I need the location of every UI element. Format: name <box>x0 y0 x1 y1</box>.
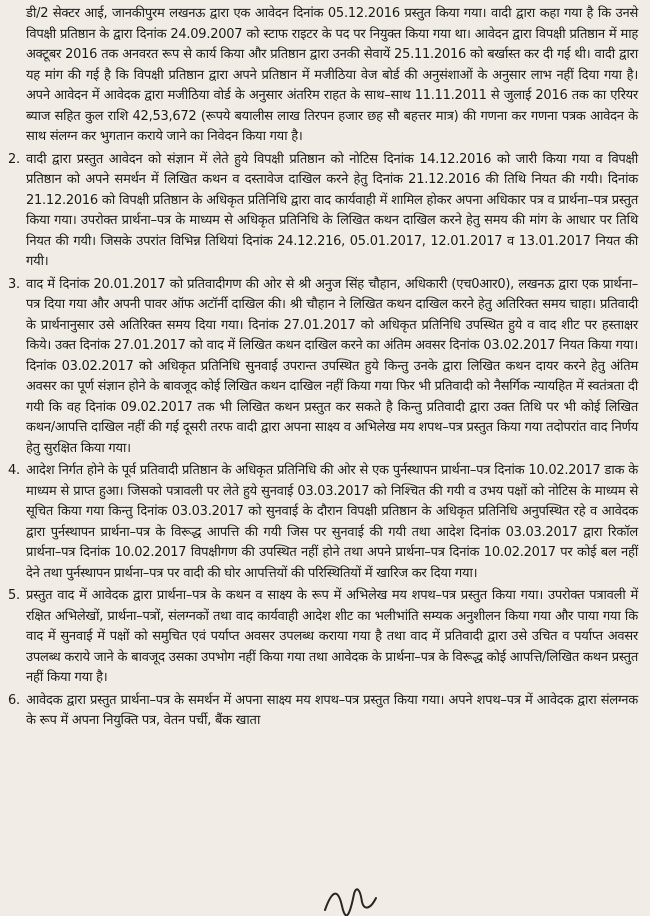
paragraph-text: वाद में दिनांक 20.01.2017 को प्रतिवादीगण की ओर से श्री अनुज सिंह चौहान, अधिकारी (एच0आर0), लखनऊ द्वारा एक प्रार्थना–पत्र दिया गया और अपनी पावर ऑफ अटॉर्नी दाखिल की। श्री चौहान ने लिखित कथन दाखिल करने हेतु अतिरिक्त समय चाहा। प्रतिवादी के प्रार्थनानुसार उसे अतिरिक्त समय दिया गया। दिनांक 27.01.2017 को अधिकृत प्रतिनिधि उपस्थित हुये व वाद शीट पर हस्ताक्षर किये। उक्त दिनांक 27.01.2017 को वाद में लिखित कथन दाखिल करने का अंतिम अवसर दिनांक 03.02.2017 नियत किया गया। दिनांक 03.02.2017 को अधिकृत प्रतिनिधि सुनवाई उपरान्त उपस्थित हुये किन्तु उनके द्वारा लिखित कथन दायर करने हेतु अंतिम अवसर का पूर्ण संज्ञान होने के बावजूद कोई लिखित कथन दाखिल नहीं किया गया फिर भी प्रतिवादी को नैसर्गिक न्यायहित में स्वतंत्रता दी गयी कि वह दिनांक 09.02.2017 तक भी लिखित कथन प्रस्तुत कर सकते है किन्तु प्रतिवादी द्वारा उक्त तिथि पर भी कोई लिखित कथन/आपत्ति दाखिल नहीं की गई दूसरी तरफ वादी द्वारा अपना साक्ष्य व अभिलेख मय शपथ–पत्र प्रस्तुत किया गया तदोपरांत वाद निर्णय हेतु सुरक्षित किया गया। <box>26 276 638 456</box>
paragraph-number: 5. <box>8 588 20 603</box>
paragraph-number: 3. <box>8 276 20 292</box>
paragraph-5 <box>8 586 638 689</box>
paragraph-6 <box>8 691 638 732</box>
paragraph-3 <box>8 275 638 460</box>
paragraph-2 <box>8 150 638 273</box>
paragraph-text: वादी द्वारा प्रस्तुत आवेदन को संज्ञान में लेते हुये विपक्षी प्रतिष्ठान को नोटिस दिनांक 14.12.2016 को जारी किया गया व विपक्षी प्रतिष्ठान को अपने समर्थन में लिखित कथन व दस्तावेज दाखिल करने हेतु दिनांक 21.12.2016 की तिथि नियत की गयी। दिनांक 21.12.2016 को विपक्षी प्रतिष्ठान के अधिकृत प्रतिनिधि द्वारा वाद कार्यवाही में शामिल होकर अपना अधिकार पत्र व प्रार्थना–पत्र प्रस्तुत किया गया। उपरोक्त प्रार्थना–पत्र के माध्यम से अधिकृत प्रतिनिधि के लिखित कथन दाखिल करने हेतु समय की मांग के आधार पर तिथि नियत की गयी। जिसके उपरांत विभिन्न तिथियां दिनांक 24.12.216, 05.01.2017, 12.01.2017 व 13.01.2017 नियत की गयी। <box>26 151 638 269</box>
paragraph-text: प्रस्तुत वाद में आवेदक द्वारा प्रार्थना–पत्र के कथन व साक्ष्य के रूप में अभिलेख मय शपथ–पत्र प्रस्तुत किया गया। उपरोक्त पत्रावली में रक्षित अभिलेखों, प्रार्थना–पत्रों, संलग्नकों तथा वाद कार्यवाही आदेश शीट का भलीभांति सम्यक अनुशीलन किया गया और पाया गया कि वाद में सुनवाई में पक्षों को समुचित एवं पर्याप्त अवसर उपलब्ध कराया गया है तथा वाद में प्रतिवादी द्वारा उसे उचित व पर्याप्त अवसर उपलब्ध कराये जाने के बावजूद उसका उपभोग नहीं किया गया तथा आवेदक के प्रार्थना–पत्र के विरूद्ध कोई आपत्ति/लिखित कथन प्रस्तुत नहीं किया गया है। <box>26 588 638 685</box>
paragraph-1 <box>8 4 638 148</box>
paragraph-4 <box>8 461 638 584</box>
paragraph-text: डी/2 सेक्टर आई, जानकीपुरम लखनऊ द्वारा एक आवेदन दिनांक 05.12.2016 प्रस्तुत किया गया। वादी द्वारा कहा गया है कि उनसे विपक्षी प्रतिष्ठान के द्वारा दिनांक 24.09.2007 को स्टाफ राइटर के पद पर नियुक्त किया गया था। आवेदन द्वारा विपक्षी प्रतिष्ठान में माह अक्टूबर 2016 तक अनवरत रूप से कार्य किया और प्रतिष्ठान द्वारा उनकी सेवायें 25.11.2016 को बर्खास्त कर दी गई थी। वादी द्वारा यह मांग की गई है कि विपक्षी प्रतिष्ठान द्वारा अपने प्रतिष्ठान में मजीठिया वेज बोर्ड की अनुसंशाओं के अनुसार लाभ नहीं दिया गया है। अपने आवेदन में आवेदक द्वारा मजीठिया वोर्ड के अनुसार अंतरिम राहत के साथ–साथ 11.11.2011 से जुलाई 2016 तक का एरियर ब्याज सहित कुल राशि 42,53,672 (रूपये बयालीस लाख तिरपन हजार छह सौ बहत्तर मात्र) की गणना कर गणना पत्रक आवेदन के साथ संलग्न कर भुगतान कराये जाने का निवेदन किया गया है। <box>26 6 638 144</box>
paragraph-number: 2. <box>8 151 20 167</box>
paragraph-number: 6. <box>8 692 20 708</box>
signature-mark <box>320 880 380 916</box>
paragraph-number: 4. <box>8 463 20 478</box>
paragraph-text: आवेदक द्वारा प्रस्तुत प्रार्थना–पत्र के समर्थन में अपना साक्ष्य मय शपथ–पत्र प्रस्तुत किया गया। अपने शपथ–पत्र में आवेदक द्वारा संलग्नक के रूप में अपना नियुक्ति पत्र, वेतन पर्ची, बैंक खाता <box>26 692 638 728</box>
paragraph-text: आदेश निर्गत होने के पूर्व प्रतिवादी प्रतिष्ठान के अधिकृत प्रतिनिधि की ओर से एक पुर्नस्थापन प्रार्थना–पत्र दिनांक 10.02.2017 डाक के माध्यम से प्राप्त हुआ। जिसको पत्रावली पर लेते हुये सुनवाई 03.03.2017 को निश्चित की गयी व उभय पक्षों को नोटिस के माध्यम से सूचित किया गया किन्तु दिनांक 03.03.2017 को सुनवाई के दौरान विपक्षी प्रतिष्ठान के अधिकृत प्रतिनिधि अनुपस्थित रहे व आवेदक द्वारा पुर्नस्थापन प्रार्थना–पत्र के विरूद्ध आपत्ति की गयी जिस पर सुनवाई की गयी तथा आदेश दिनांक 03.03.2017 द्वारा रिकॉल प्रार्थना–पत्र दिनांक 10.02.2017 विपक्षीगण की उपस्थित नहीं होने तथा अपने प्रार्थना–पत्र दिनांक 10.02.2017 पर कोई बल नहीं देने तथा पुर्नस्थापन प्रार्थना–पत्र पर वादी की घोर आपत्तियों की परिस्थितियों में खारिज कर दिया गया। <box>26 463 638 581</box>
